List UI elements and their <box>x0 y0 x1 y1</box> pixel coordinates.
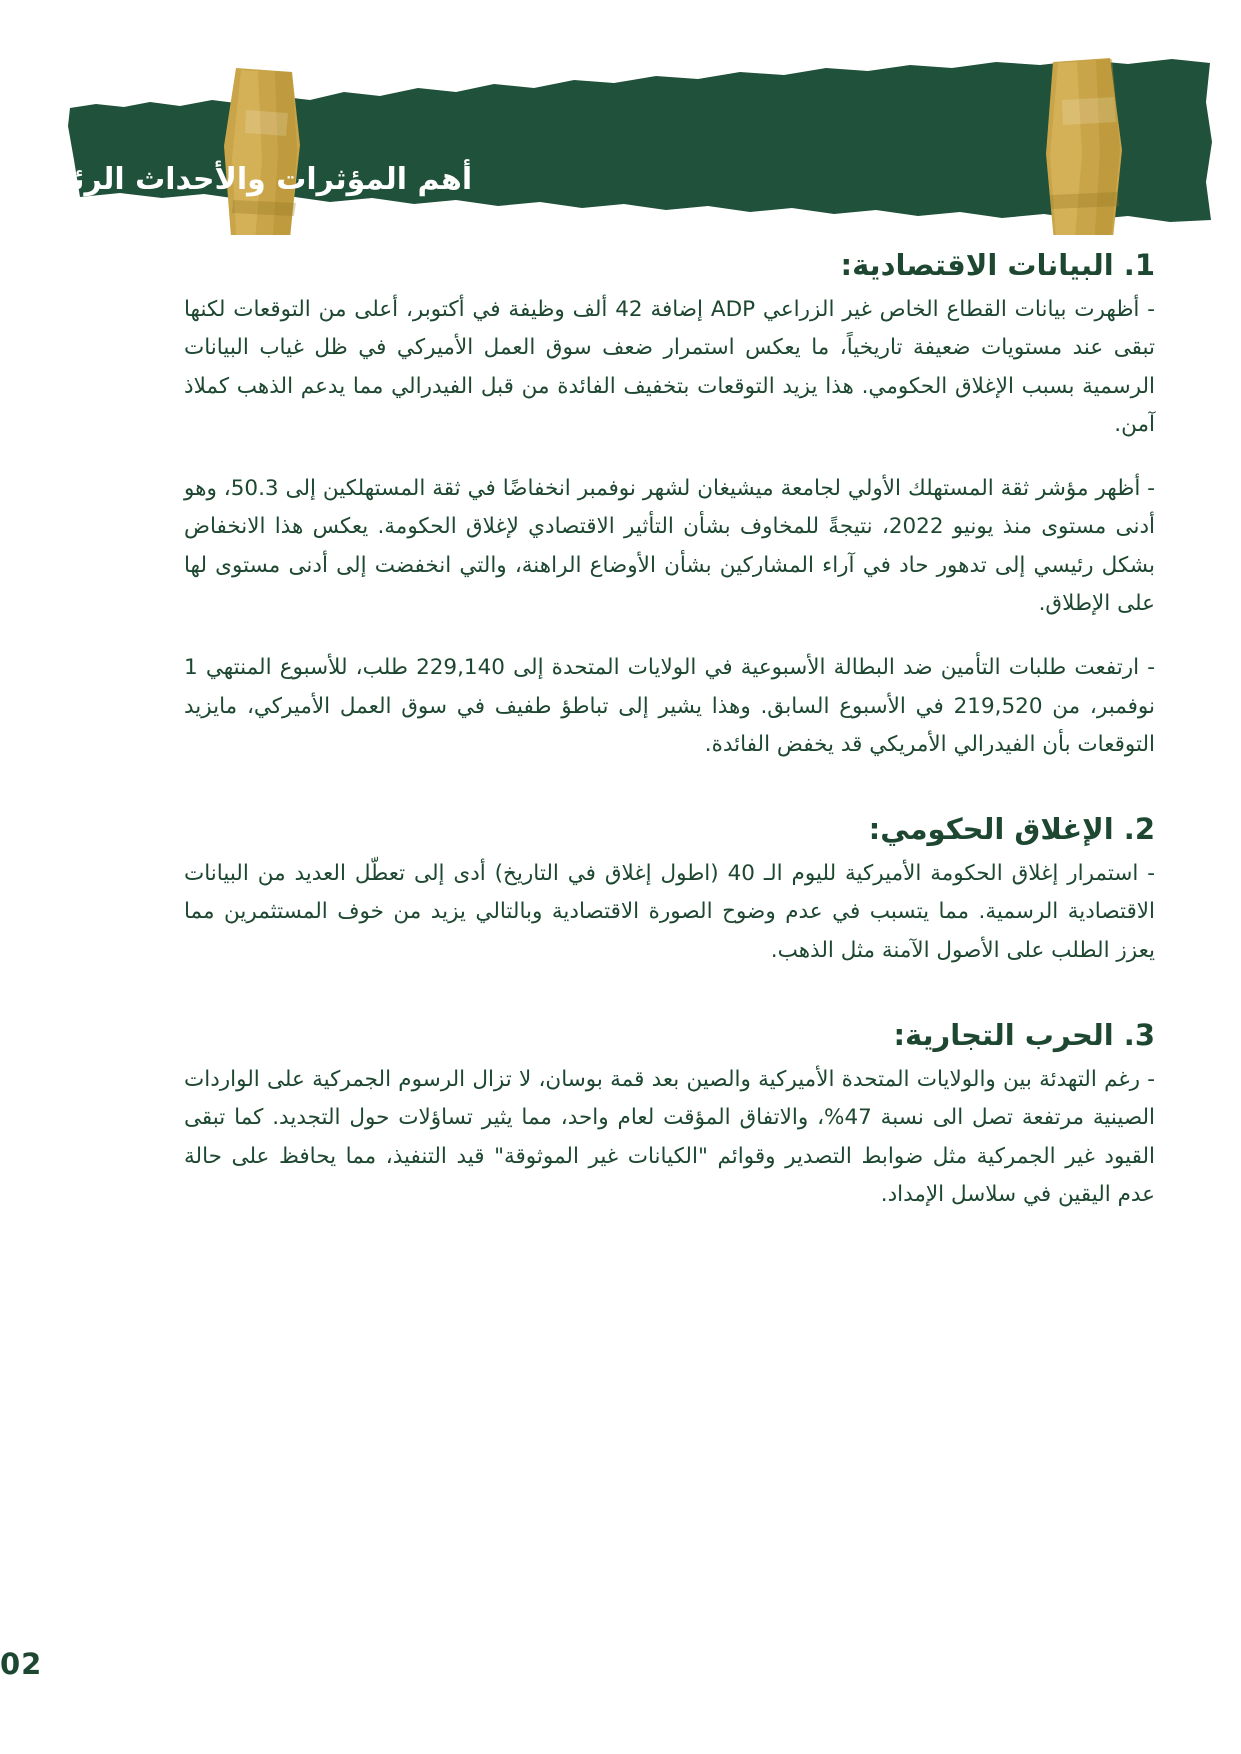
document-content <box>184 246 1155 1214</box>
gold-tape-left <box>224 68 300 235</box>
section-1-paragraph-3: - ارتفعت طلبات التأمين ضد البطالة الأسبوعية في الولايات المتحدة إلى 229,140 طلب، للأسبوع المنتهي 1 نوفمبر، من 219,520 في الأسبوع السابق. وهذا يشير إلى تباطؤ طفيف في سوق العمل الأميركي، مايزيد التوقعات بأن الفيدرالي الأمريكي قد يخفض الفائدة. <box>184 655 1155 757</box>
section-1-paragraph-2: - أظهر مؤشر ثقة المستهلك الأولي لجامعة ميشيغان لشهر نوفمبر انخفاضًا في ثقة المستهلكين إلى 50.3، وهو أدنى مستوى منذ يونيو 2022، نتيجةً للمخاوف بشأن التأثير الاقتصادي لإغلاق الحكومة. يعكس هذا الانخفاض بشكل رئيسي إلى تدهور حاد في آراء المشاركين بشأن الأوضاع الراهنة، والتي انخفضت إلى أدنى مستوى لها على الإطلاق. <box>184 476 1156 616</box>
banner-graphic <box>0 50 1241 235</box>
section-3-paragraph-1: - رغم التهدئة بين والولايات المتحدة الأميركية والصين بعد قمة بوسان، لا تزال الرسوم الجمركية على الواردات الصينية مرتفعة تصل الى نسبة 47%، والاتفاق المؤقت لعام واحد، مما يثير تساؤلات حول التجديد. كما تبقى القيود غير الجمركية مثل ضوابط التصدير وقوائم "الكيانات غير الموثوقة" قيد التنفيذ، مما يحافظ على حالة عدم اليقين في سلاسل الإمداد. <box>184 1067 1155 1207</box>
section-1-paragraph-1: - أظهرت بيانات القطاع الخاص غير الزراعي ADP إضافة 42 ألف وظيفة في أكتوبر، أعلى من التوقعات لكنها تبقى عند مستويات ضعيفة تاريخياً، ما يعكس استمرار ضعف سوق العمل الأميركي في ظل غياب البيانات الرسمية بسبب الإغلاق الحكومي. هذا يزيد التوقعات بتخفيف الفائدة من قبل الفيدرالي مما يدعم الذهب كملاذ آمن. <box>184 297 1155 437</box>
section-heading-2: 2. الإغلاق الحكومي: <box>868 812 1155 847</box>
banner-title: أهم المؤثرات والأحداث الرئيسية <box>0 162 473 197</box>
gold-tape-right <box>1046 58 1122 235</box>
page-banner <box>0 50 1241 235</box>
section-heading-3: 3. الحرب التجارية: <box>893 1018 1155 1052</box>
page-number: 02 <box>0 1647 43 1681</box>
section-heading-1: 1. البيانات الاقتصادية: <box>840 248 1155 282</box>
section-2-paragraph-1: - استمرار إغلاق الحكومة الأميركية لليوم الـ 40 (اطول إغلاق في التاريخ) أدى إلى تعطّل العديد من البيانات الاقتصادية الرسمية. مما يتسبب في عدم وضوح الصورة الاقتصادية وبالتالي يزيد من خوف المستثمرين مما يعزز الطلب على الأصول الآمنة مثل الذهب. <box>184 861 1155 963</box>
